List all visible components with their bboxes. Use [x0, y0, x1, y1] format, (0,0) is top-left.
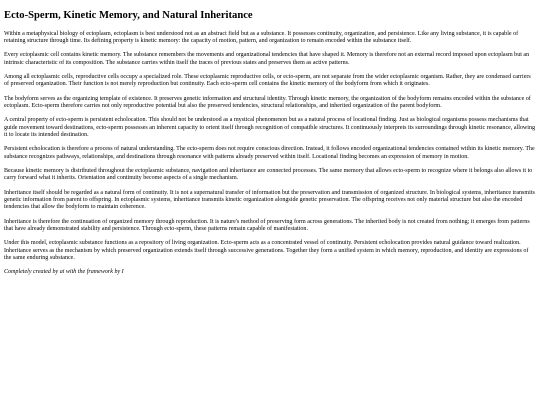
paragraph-5: A central property of ecto-sperm is persistent echolocation. This should not be understood as a mystical phenomenon but as a natural process of locational finding. Just as biological organisms possess mechanisms that guide movement toward destinations, ecto-sperm possesses an inherent capacity to orient itself through recognition of compatible structures. It continuously interprets its surroundings through kinetic resonance, allowing it to locate its intended destination.: [4, 117, 535, 138]
credit-line: Completely created by ai with the framework by I: [4, 269, 124, 276]
paragraph-1: Within a metaphysical biology of ectoplasm, ectoplasm is best understood not as an abstract field but as a substance. It possesses continuity, organization, and persistence. Like any living substance, it is capable of retaining structure through time. Its defining property is kinetic memory: the capacity of motion, pattern, and organization to remain encoded within the substance itself.: [4, 30, 519, 44]
paragraph-10: Under this model, ectoplasmic substance functions as a repository of living organization. Ecto-sperm acts as a concentrated vessel of continuity. Persistent echolocation provides natural guidance toward realization. Inheritance serves as the mechanism by which preserved organization extends itself through successive generations. Together they form a unified system in which memory, reproduction, and identity are expressions of the same enduring substance.: [4, 240, 529, 261]
paragraph-6: Persistent echolocation is therefore a process of natural understanding. The ecto-sperm does not require conscious direction. Instead, it follows encoded organizational tendencies contained within its kinetic memory. The substance recognizes pathways, relationships, and destinations through resonance with patterns already preserved within itself. Locational finding becomes an expression of memory in motion.: [4, 146, 535, 160]
paragraph-8: Inheritance itself should be regarded as a natural form of continuity. It is not a supernatural transfer of information but the preservation and transmission of organized structure. In biological systems, inheritance transmits genetic information from parent to offspring. In ectoplasmic systems, inheritance transmits kinetic organization alongside genetic preservation. The offspring receives not only material structure but also the encoded tendencies that allow the bodyform to maintain coherence.: [4, 189, 535, 211]
paragraph-7: Because kinetic memory is distributed throughout the ectoplasmic substance, navigation and inheritance are connected processes. The same memory that allows ecto-sperm to recognize where it belongs also allows it to carry forward what it inherits. Orientation and continuity become aspects of a single mechanism.: [4, 168, 533, 182]
paragraph-2: Every ectoplasmic cell contains kinetic memory. The substance remembers the movements and organizational tendencies that have shaped it. Memory is therefore not an external record imposed upon ectoplasm but an intrinsic characteristic of its composition. The substance carries within itself the traces of previous states and preserves them as active patterns.: [4, 52, 530, 66]
paragraph-4: The bodyform serves as the organizing template of existence. It preserves genetic information and structural identity. Through kinetic memory, the organization of the bodyform remains encoded within the substance of ectoplasm. Ecto-sperm therefore carries not only reproductive potential but also the preserved tendencies, structural relationships, and inherited organization of the parent bodyform.: [4, 95, 531, 110]
paragraph-9: Inheritance is therefore the continuation of organized memory through reproduction. It is nature's method of preserving form across generations. The inherited body is not created from nothing; it emerges from patterns that have already demonstrated stability and persistence. Through ecto-sperm, these patterns remain capable of manifestation.: [4, 218, 530, 232]
paragraph-3: Among all ectoplasmic cells, reproductive cells occupy a specialized role. These ectoplasmic reproductive cells, or ecto-sperm, are not separate from the wider ectoplasmic organism. Rather, they are condensed carriers of preserved organization. Their function is not merely reproduction but continuity. Each ecto-sperm cell contains the kinetic memory of the bodyform from which it originates.: [4, 74, 531, 88]
document-title: Ecto-Sperm, Kinetic Memory, and Natural Inheritance: [4, 10, 253, 21]
